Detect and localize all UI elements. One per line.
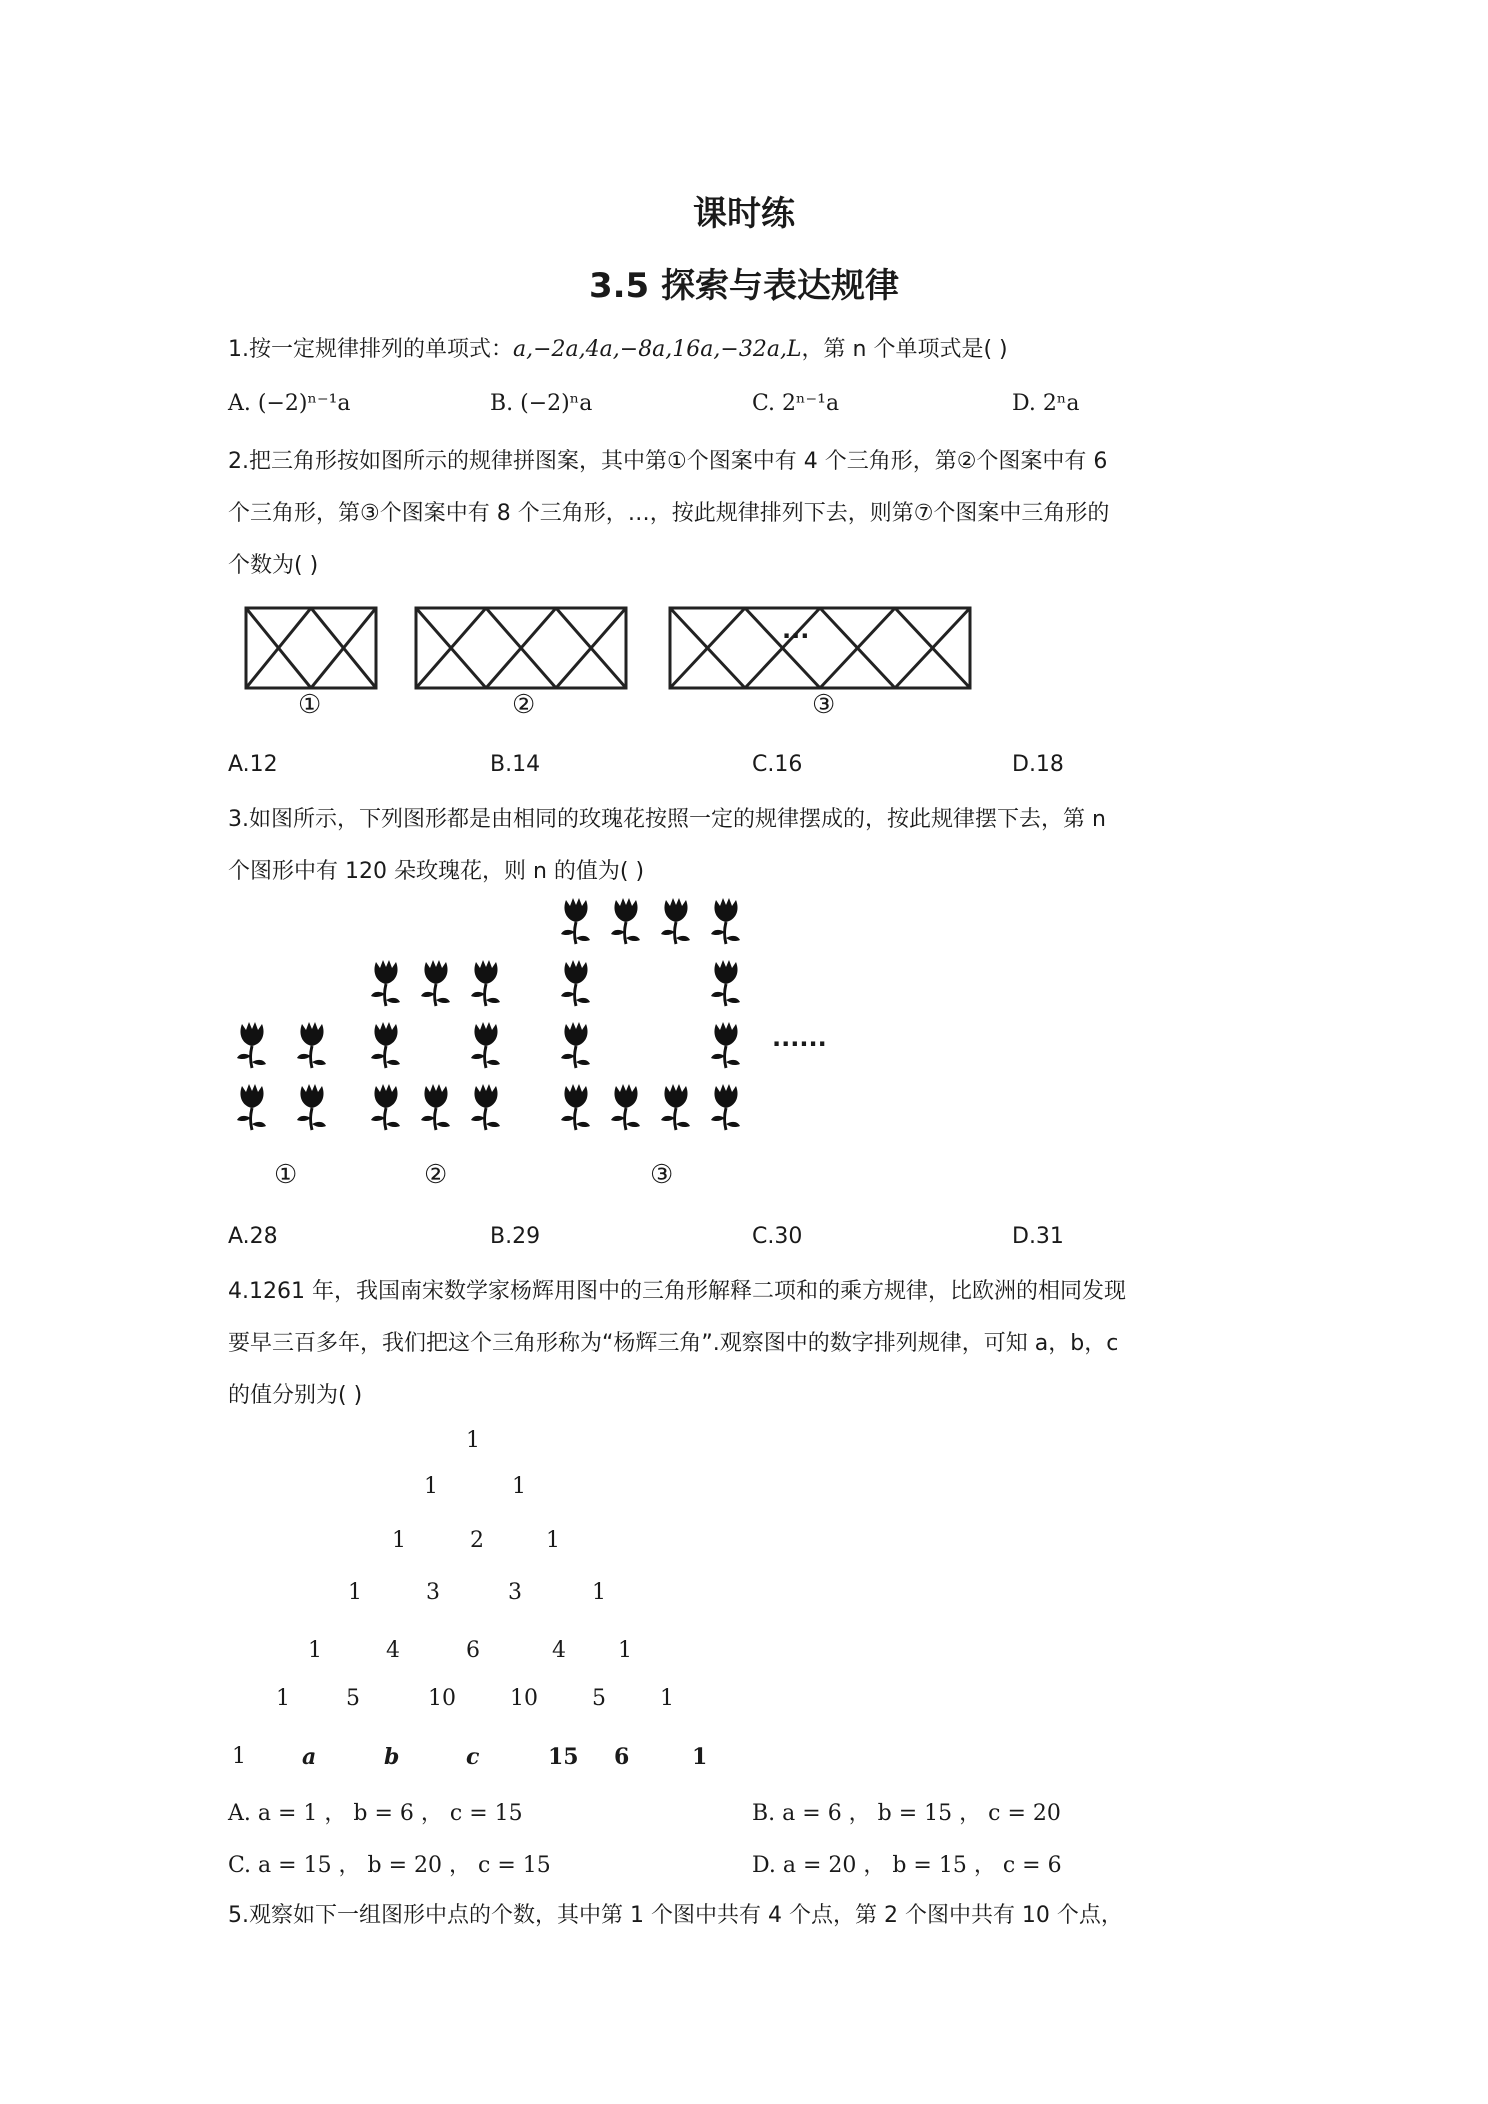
q1-option-a: A. (−2)ⁿ⁻¹a <box>228 391 351 416</box>
q1-sequence: a,−2a,4a,−8a,16a,−32a,L <box>513 337 802 362</box>
q3-line-2: 个图形中有 120 朵玫瑰花，则 n 的值为( ) <box>228 859 645 884</box>
yh-r6-4: 10 <box>510 1686 538 1711</box>
yh-r7-c: c <box>466 1744 480 1770</box>
q4-option-d: D. a = 20 ， b = 15 ， c = 6 <box>752 1853 1062 1878</box>
q3-label-1: ① <box>274 1160 298 1190</box>
yh-r4-3: 3 <box>508 1580 522 1605</box>
q3-ellipsis: ...... <box>772 1024 827 1052</box>
yh-r7-6: 6 <box>614 1744 630 1770</box>
q3-option-b: B.29 <box>490 1224 541 1249</box>
q1-option-c: C. 2ⁿ⁻¹a <box>752 391 840 416</box>
yh-r5-5: 1 <box>618 1638 632 1663</box>
page-subtitle: 3.5 探索与表达规律 <box>588 266 900 306</box>
q3-option-d: D.31 <box>1012 1224 1064 1249</box>
q3-label-3: ③ <box>650 1160 674 1190</box>
q1-stem <box>228 332 1008 363</box>
q1-option-b: B. (−2)ⁿa <box>490 391 593 416</box>
q4-option-a: A. a = 1 ， b = 6 ， c = 15 <box>228 1801 523 1826</box>
q2-option-c: C.16 <box>752 752 803 777</box>
yh-r3-1: 1 <box>392 1528 406 1553</box>
yh-r2-2: 1 <box>512 1474 526 1499</box>
q2-option-d: D.18 <box>1012 752 1064 777</box>
q4-line-3: 的值分别为( ) <box>228 1383 363 1408</box>
q2-line-1: 2.把三角形按如图所示的规律拼图案，其中第①个图案中有 4 个三角形，第②个图案中有 6 <box>228 449 1108 474</box>
q2-ellipsis: ··· <box>782 622 810 650</box>
q2-line-2: 个三角形，第③个图案中有 8 个三角形，…，按此规律排列下去，则第⑦个图案中三角形的 <box>228 501 1110 526</box>
yh-r5-4: 4 <box>552 1638 566 1663</box>
yh-r7-b: b <box>384 1744 400 1770</box>
yh-r5-2: 4 <box>386 1638 400 1663</box>
yh-r3-3: 1 <box>546 1528 560 1553</box>
q4-option-c: C. a = 15 ， b = 20 ， c = 15 <box>228 1853 551 1878</box>
triangle-pattern-2 <box>416 608 626 688</box>
q4-line-1: 4.1261 年，我国南宋数学家杨辉用图中的三角形解释二项和的乘方规律，比欧洲的相同发现 <box>228 1279 1126 1304</box>
yh-r4-4: 1 <box>592 1580 606 1605</box>
q3-line-1: 3.如图所示，下列图形都是由相同的玫瑰花按照一定的规律摆成的，按此规律摆下去，第 n <box>228 807 1106 832</box>
q4-line-2: 要早三百多年，我们把这个三角形称为“杨辉三角”.观察图中的数字排列规律，可知 a，b，c <box>228 1331 1119 1356</box>
yh-r7-7: 1 <box>692 1744 708 1770</box>
yh-r2-1: 1 <box>424 1474 438 1499</box>
q5-line-1: 5.观察如下一组图形中点的个数，其中第 1 个图中共有 4 个点，第 2 个图中共有 10 个点， <box>228 1903 1123 1928</box>
yh-r3-2: 2 <box>470 1528 484 1553</box>
q2-option-b: B.14 <box>490 752 541 777</box>
q1-stem-suffix: ，第 n 个单项式是( ) <box>801 337 1008 362</box>
rose-pattern-1 <box>237 1022 326 1130</box>
yh-r5-3: 6 <box>466 1638 480 1663</box>
yh-r7-1: 1 <box>232 1744 246 1769</box>
yh-r4-2: 3 <box>426 1580 440 1605</box>
yh-r5-1: 1 <box>308 1638 322 1663</box>
yh-r1-1: 1 <box>466 1428 480 1453</box>
q2-label-3: ③ <box>812 690 836 720</box>
q2-label-1: ① <box>298 690 322 720</box>
triangle-pattern-1 <box>246 608 376 688</box>
yh-r6-5: 5 <box>592 1686 606 1711</box>
q1-stem-prefix: 1.按一定规律排列的单项式： <box>228 337 513 362</box>
triangle-pattern-3 <box>670 608 970 688</box>
yh-r6-1: 1 <box>276 1686 290 1711</box>
yh-r4-1: 1 <box>348 1580 362 1605</box>
rose-pattern-3 <box>561 898 740 1130</box>
q1-option-d: D. 2ⁿa <box>1012 391 1080 416</box>
page-title: 课时练 <box>693 194 795 234</box>
yh-r6-3: 10 <box>428 1686 456 1711</box>
yh-r6-6: 1 <box>660 1686 674 1711</box>
q2-option-a: A.12 <box>228 752 278 777</box>
q3-option-a: A.28 <box>228 1224 278 1249</box>
q4-option-b: B. a = 6 ， b = 15 ， c = 20 <box>752 1801 1061 1826</box>
rose-patterns-figure <box>220 890 840 1200</box>
yh-r7-5: 15 <box>548 1744 579 1770</box>
q3-option-c: C.30 <box>752 1224 803 1249</box>
q3-label-2: ② <box>424 1160 448 1190</box>
q2-label-2: ② <box>512 690 536 720</box>
yh-r6-2: 5 <box>346 1686 360 1711</box>
q2-line-3: 个数为( ) <box>228 553 319 578</box>
yh-r7-a: a <box>302 1744 317 1770</box>
rose-pattern-2 <box>371 960 500 1130</box>
triangle-patterns-figure <box>238 600 1058 730</box>
